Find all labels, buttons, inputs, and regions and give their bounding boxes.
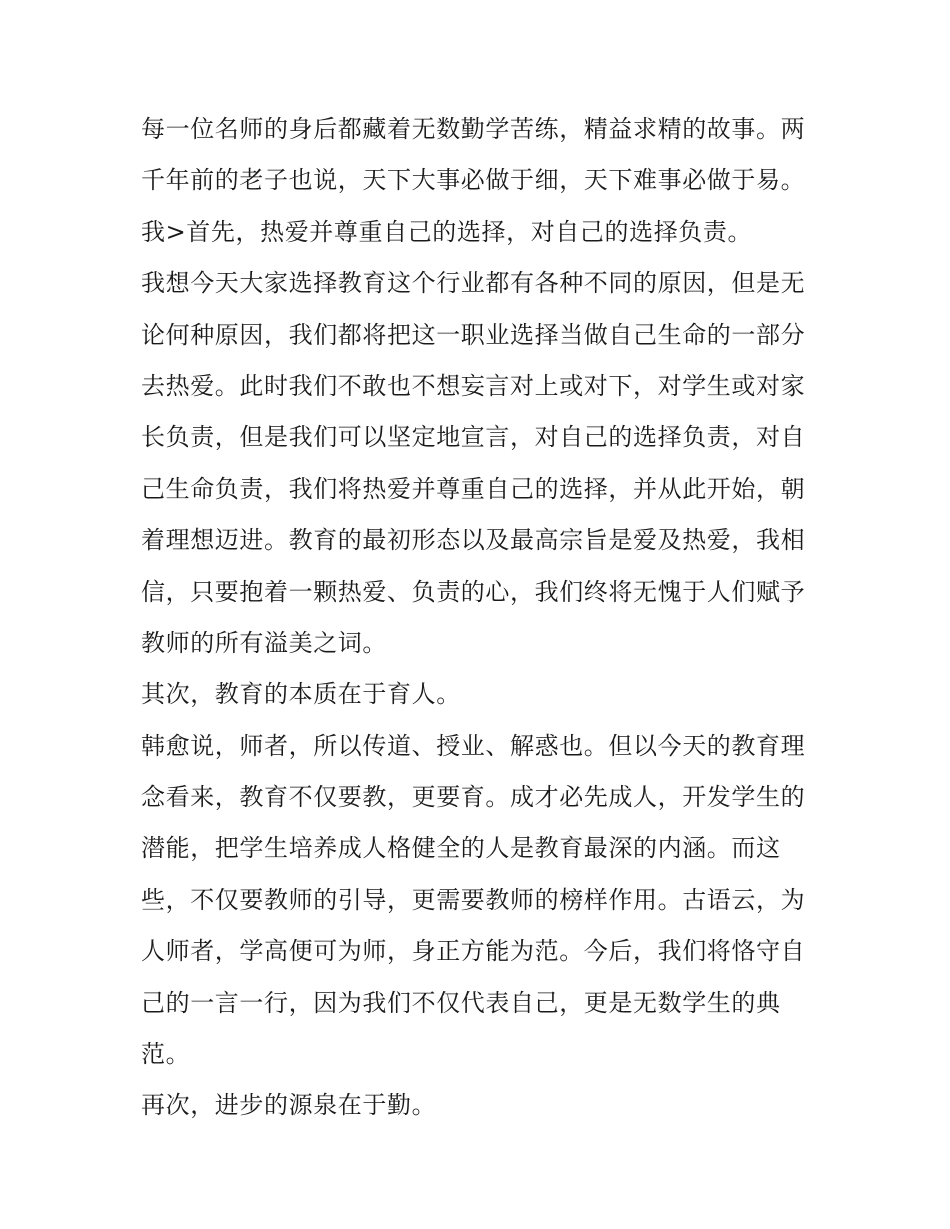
text-line: 韩愈说，师者，所以传道、授业、解惑也。但以今天的教育理 xyxy=(141,731,806,760)
text-line: 己生命负责，我们将热爱并尊重自己的选择，并从此开始，朝 xyxy=(141,474,806,503)
text-line: 己的一言一行，因为我们不仅代表自己，更是无数学生的典 xyxy=(141,988,781,1017)
text-line: 每一位名师的身后都藏着无数勤学苦练，精益求精的故事。两 xyxy=(141,115,806,143)
document-body xyxy=(141,104,821,1132)
text-line: 我>首先，热爱并尊重自己的选择，对自己的选择负责。 xyxy=(141,217,753,246)
text-line: 信，只要抱着一颗热爱、负责的心，我们终将无愧于人们赋予 xyxy=(141,577,806,606)
text-line: 论何种原因，我们都将把这一职业选择当做自己生命的一部分 xyxy=(141,320,806,349)
text-line: 千年前的老子也说，天下大事必做于细，天下难事必做于易。 xyxy=(141,166,806,195)
text-line: 去热爱。此时我们不敢也不想妄言对上或对下，对学生或对家 xyxy=(141,371,806,400)
text-line: 着理想迈进。教育的最初形态以及最高宗旨是爱及热爱，我相 xyxy=(141,526,806,555)
text-line: 长负责，但是我们可以坚定地宣言，对自己的选择负责，对自 xyxy=(141,423,806,452)
text-line: 教师的所有溢美之词。 xyxy=(141,628,387,657)
text-line: 再次，进步的源泉在于勤。 xyxy=(141,1091,437,1120)
text-line: 念看来，教育不仅要教，更要育。成才必先成人，开发学生的 xyxy=(141,783,806,812)
text-line: 其次，教育的本质在于育人。 xyxy=(141,680,461,709)
text-line: 人师者，学高便可为师，身正方能为范。今后，我们将恪守自 xyxy=(141,937,806,966)
text-line: 潜能，把学生培养成人格健全的人是教育最深的内涵。而这 xyxy=(141,834,781,863)
text-line: 些，不仅要教师的引导，更需要教师的榜样作用。古语云，为 xyxy=(141,885,806,914)
text-line: 我想今天大家选择教育这个行业都有各种不同的原因，但是无 xyxy=(141,269,806,298)
text-line: 范。 xyxy=(141,1040,191,1069)
